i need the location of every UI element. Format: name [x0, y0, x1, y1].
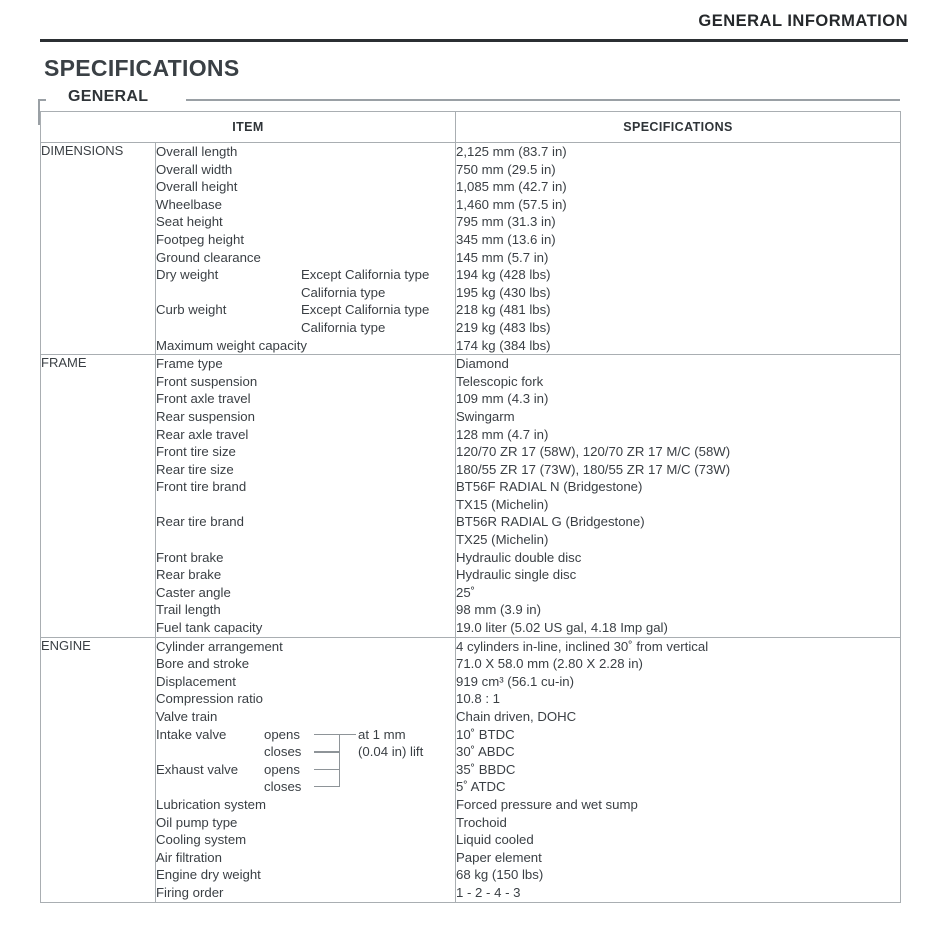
spec-value: Swingarm	[456, 408, 515, 424]
spec-value: 35˚ BBDC	[456, 761, 516, 777]
spec-value: TX15 (Michelin)	[456, 496, 549, 512]
spec-value: Paper element	[456, 849, 542, 865]
column-header-specifications: SPECIFICATIONS	[456, 112, 901, 143]
list-item: Overall height	[156, 179, 238, 195]
valve-action: opens	[264, 726, 300, 742]
list-item-spacer	[156, 496, 455, 514]
page-header	[40, 12, 908, 46]
table-row-engine	[41, 637, 901, 902]
category-label-frame: FRAME	[41, 355, 156, 638]
list-item: Front brake	[156, 549, 224, 565]
valve-lift-note-line1: at 1 mm	[358, 726, 406, 742]
spec-value: 128 mm (4.7 in)	[456, 426, 549, 442]
spec-value: 1 - 2 - 4 - 3	[456, 884, 521, 900]
item-list-engine	[156, 637, 456, 902]
list-item: Front suspension	[156, 373, 258, 389]
list-item: Maximum weight capacity	[156, 337, 307, 353]
spec-value: 10˚ BTDC	[456, 726, 515, 742]
spec-value: 195 kg (430 lbs)	[456, 284, 551, 300]
spec-value: 180/55 ZR 17 (73W), 180/55 ZR 17 M/C (73W)	[456, 461, 731, 477]
spec-value: 795 mm (31.3 in)	[456, 214, 556, 230]
spec-list-engine	[456, 637, 901, 902]
spec-value: Hydraulic single disc	[456, 567, 577, 583]
category-label-engine: ENGINE	[41, 637, 156, 902]
spec-value: 218 kg (481 lbs)	[456, 302, 551, 318]
spec-value: Hydraulic double disc	[456, 549, 582, 565]
valve-name: Exhaust valve	[156, 761, 239, 777]
list-item: Seat height	[156, 214, 223, 230]
list-item: Compression ratio	[156, 691, 264, 707]
list-item: Wheelbase	[156, 196, 222, 212]
spec-value: 19.0 liter (5.02 US gal, 4.18 Imp gal)	[456, 620, 668, 636]
valve-timing-group	[156, 726, 455, 796]
list-item	[156, 319, 455, 337]
list-item: Fuel tank capacity	[156, 620, 263, 636]
spec-value: 750 mm (29.5 in)	[456, 161, 556, 177]
list-item: Displacement	[156, 673, 236, 689]
list-item: Front axle travel	[156, 391, 251, 407]
list-item: Oil pump type	[156, 814, 238, 830]
spec-list-frame	[456, 355, 901, 638]
list-item: Trail length	[156, 602, 221, 618]
spec-value: Trochoid	[456, 814, 507, 830]
spec-value: 1,085 mm (42.7 in)	[456, 179, 567, 195]
item-list-frame	[156, 355, 456, 638]
spec-value: Diamond	[456, 356, 509, 372]
list-item: Footpeg height	[156, 231, 244, 247]
list-item: Front tire size	[156, 444, 236, 460]
spec-value: 5˚ ATDC	[456, 779, 506, 795]
list-item: Rear tire brand	[156, 514, 244, 530]
valve-timing-row	[156, 778, 455, 796]
list-item: Frame type	[156, 356, 223, 372]
spec-value: 219 kg (483 lbs)	[456, 319, 551, 335]
spec-value: Chain driven, DOHC	[456, 709, 577, 724]
spec-value: 4 cylinders in-line, inclined 30˚ from vertical	[456, 638, 709, 654]
spec-value: BT56R RADIAL G (Bridgestone)	[456, 514, 645, 530]
spec-value: 30˚ ABDC	[456, 744, 515, 760]
page-header-rule	[40, 39, 908, 42]
category-label-dimensions: DIMENSIONS	[41, 143, 156, 355]
spec-value: 98 mm (3.9 in)	[456, 602, 542, 618]
valve-timing-row	[156, 726, 455, 744]
list-item: Rear suspension	[156, 408, 255, 424]
item-qualifier: Except California type	[301, 302, 430, 318]
spec-list-dimensions	[456, 143, 901, 355]
spec-value: TX25 (Michelin)	[456, 532, 549, 548]
spec-value: Forced pressure and wet sump	[456, 796, 638, 812]
valve-action: closes	[264, 744, 302, 760]
list-item: Rear tire size	[156, 461, 234, 477]
spec-value: 2,125 mm (83.7 in)	[456, 144, 567, 159]
spec-value: 194 kg (428 lbs)	[456, 267, 551, 283]
valve-name: Intake valve	[156, 726, 227, 742]
page-title: SPECIFICATIONS	[44, 55, 240, 81]
valve-timing-leader-line-icon	[340, 734, 356, 736]
specifications-table	[40, 111, 901, 903]
list-item: Bore and stroke	[156, 656, 250, 672]
spec-value: Telescopic fork	[456, 373, 544, 389]
item-qualifier: Except California type	[301, 267, 430, 283]
spec-value: 1,460 mm (57.5 in)	[456, 196, 567, 212]
table-row-frame	[41, 355, 901, 638]
list-item: Rear brake	[156, 567, 222, 583]
spec-value: 10.8 : 1	[456, 691, 500, 707]
spec-value: 919 cm³ (56.1 cu-in)	[456, 673, 574, 689]
spec-value: 345 mm (13.6 in)	[456, 231, 556, 247]
valve-action: closes	[264, 779, 302, 795]
list-item: Ground clearance	[156, 249, 261, 265]
valve-action: opens	[264, 761, 300, 777]
spec-value: 109 mm (4.3 in)	[456, 391, 549, 407]
column-header-item: ITEM	[41, 112, 456, 143]
page-header-title: GENERAL INFORMATION	[698, 12, 908, 30]
general-group	[38, 88, 900, 921]
list-item: Front tire brand	[156, 479, 247, 495]
valve-timing-row	[156, 761, 455, 779]
table-row-dimensions	[41, 143, 901, 355]
list-item: Valve train	[156, 709, 218, 724]
group-legend-general: GENERAL	[60, 88, 156, 106]
list-item: Cooling system	[156, 832, 247, 848]
list-item: Air filtration	[156, 849, 222, 865]
spec-value: 120/70 ZR 17 (58W), 120/70 ZR 17 M/C (58W)	[456, 444, 731, 460]
list-item-spacer	[156, 531, 455, 549]
list-item: Rear axle travel	[156, 426, 249, 442]
list-item: Lubrication system	[156, 796, 266, 812]
spec-value: 145 mm (5.7 in)	[456, 249, 549, 265]
valve-lift-note-line2: (0.04 in) lift	[358, 744, 424, 760]
item-list-dimensions	[156, 143, 456, 355]
item-qualifier: California type	[301, 319, 386, 335]
list-item: Dry weight Except California type	[156, 267, 430, 283]
list-item: Overall length	[156, 144, 238, 159]
list-item: Cylinder arrangement	[156, 638, 283, 654]
list-item	[156, 284, 455, 302]
spec-value: 71.0 X 58.0 mm (2.80 X 2.28 in)	[456, 656, 643, 672]
spec-value: Liquid cooled	[456, 832, 534, 848]
list-item: Caster angle	[156, 584, 231, 600]
list-item: Curb weight Except California type	[156, 302, 430, 318]
group-border-top-right	[186, 99, 900, 101]
list-item: Engine dry weight	[156, 867, 261, 883]
list-item: Firing order	[156, 884, 224, 900]
table-header-row	[41, 112, 901, 143]
list-item: Overall width	[156, 161, 233, 177]
spec-value: 174 kg (384 lbs)	[456, 337, 551, 353]
spec-value: BT56F RADIAL N (Bridgestone)	[456, 479, 643, 495]
spec-value: 25˚	[456, 584, 476, 600]
spec-value: 68 kg (150 lbs)	[456, 867, 544, 883]
item-qualifier: California type	[301, 284, 386, 300]
